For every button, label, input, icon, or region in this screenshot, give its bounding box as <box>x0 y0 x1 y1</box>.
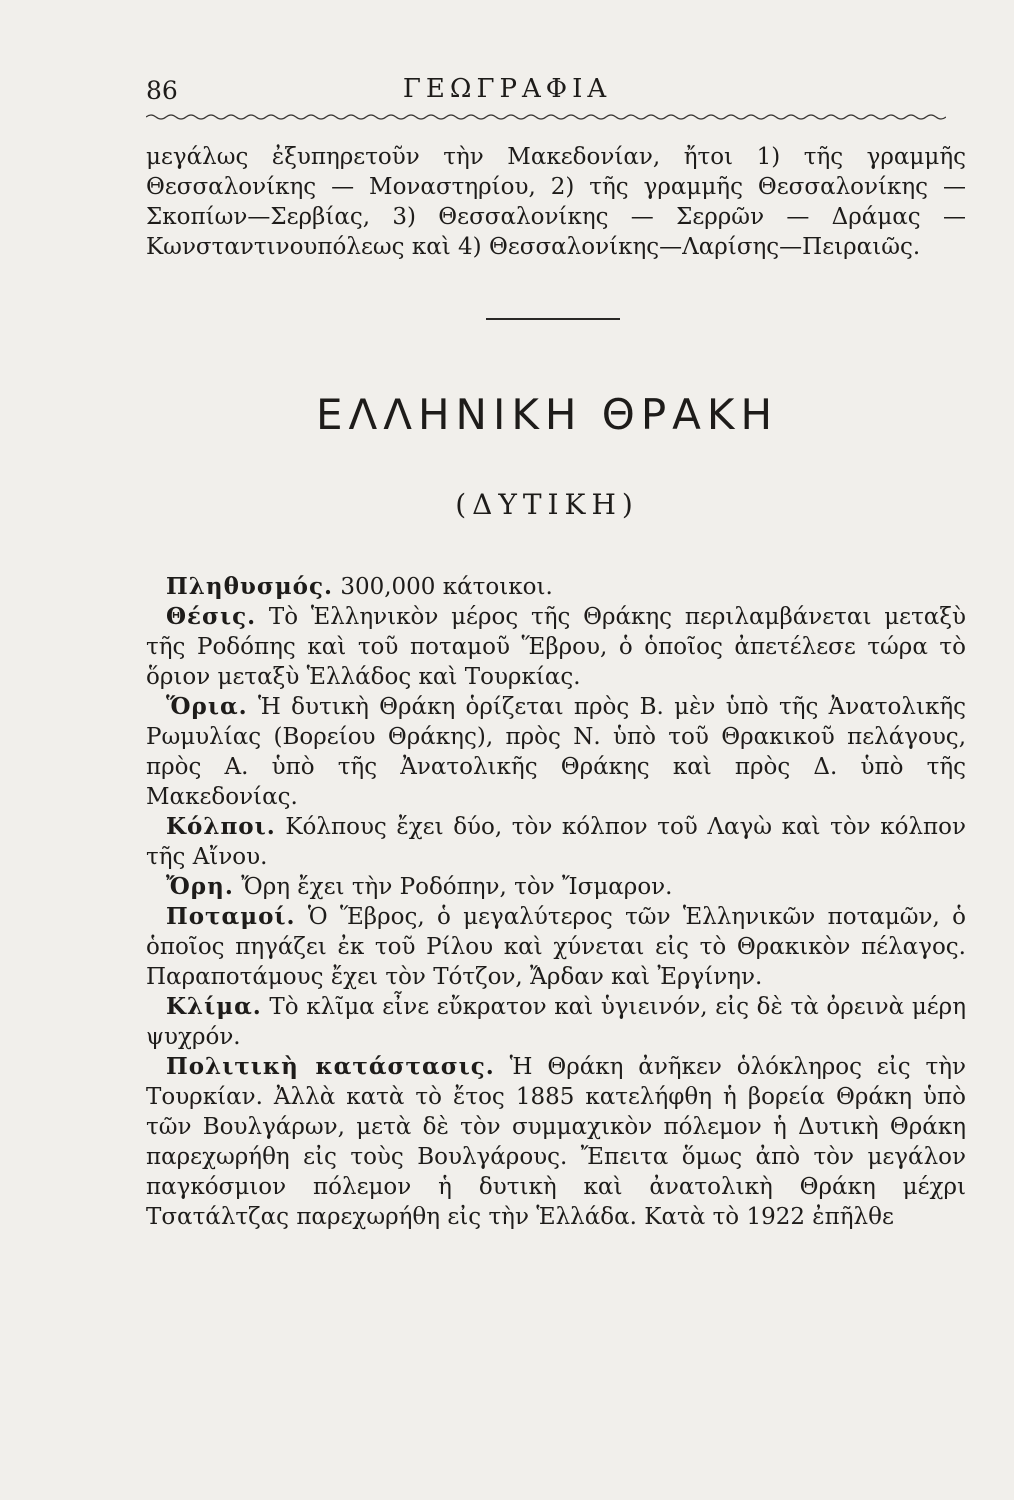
section-climate <box>146 992 966 1052</box>
intro-text: μεγάλως ἐξυπηρετοῦν τὴν Μακεδονίαν, ἤτοι 1) τῆς γραμμῆς Θεσσαλονίκης — Μοναστηρίου, 2) τῆς γραμμῆς Θεσσαλονίκης — Σκοπίων—Σερβίας, 3) Θεσσαλονίκης — Σερρῶν — Δράμας — Κωνσταντινουπόλεως καὶ 4) Θεσσαλονίκης—Λαρίσης—Πειραιῶς. <box>146 144 966 260</box>
section-label: Ὅρια. <box>166 693 248 720</box>
section-population <box>146 572 966 602</box>
section-label: Ὄρη. <box>166 873 234 900</box>
running-title: ΓΕΩΓΡΑΦΙΑ <box>402 74 612 104</box>
section-text: Τὸ Ἑλληνικὸν μέρος τῆς Θράκης περιλαμβάνεται μεταξὺ τῆς Ροδόπης καὶ τοῦ ποταμοῦ Ἕβρου, ὁ ὁποῖος ἀπετέλεσε τώρα τὸ ὅριον μεταξὺ Ἑλλάδος καὶ Τουρκίας. <box>146 604 966 690</box>
page-number: 86 <box>146 76 178 105</box>
section-gulfs <box>146 812 966 872</box>
section-label: Πληθυσμός. <box>166 573 334 600</box>
section-text: Ὁ Ἕβρος, ὁ μεγαλύτερος τῶν Ἑλληνικῶν ποταμῶν, ὁ ὁποῖος πηγάζει ἐκ τοῦ Ρίλου καὶ χύνεται εἰς τὸ Θρακικὸν πέλαγος. Παραποτάμους ἔχει τὸν Τότζον, Ἄρδαν καὶ Ἐργίνην. <box>146 904 966 990</box>
chapter-subtitle: (ΔΥΤΙΚΗ) <box>455 488 639 521</box>
section-text: Ἡ Θράκη ἀνῆκεν ὁλόκληρος εἰς τὴν Τουρκίαν. Ἀλλὰ κατὰ τὸ ἔτος 1885 κατελήφθη ἡ βορεία Θράκη ὑπὸ τῶν Βουλγάρων, μετὰ δὲ τὸν συμμαχικὸν πόλεμον ἡ Δυτικὴ Θράκη παρεχωρήθη εἰς τοὺς Βουλγάρους. Ἔπειτα ὅμως ἀπὸ τὸν μεγάλον παγκόσμιον πόλεμον ἡ δυτικὴ καὶ ἀνατολικὴ Θράκη μέχρι Τσατάλτζας παρεχωρήθη εἰς τὴν Ἑλλάδα. Κατὰ τὸ 1922 ἐπῆλθε <box>146 1054 966 1230</box>
section-label: Κλίμα. <box>166 993 262 1020</box>
section-borders <box>146 692 966 812</box>
section-mountains <box>146 872 966 902</box>
section-text: Ἡ δυτικὴ Θράκη ὁρίζεται πρὸς Β. μὲν ὑπὸ τῆς Ἀνατολικῆς Ρωμυλίας (Βορείου Θράκης), πρὸς Ν. ὑπὸ τοῦ Θρακικοῦ πελάγους, πρὸς Α. ὑπὸ τῆς Ἀνατολικῆς Θράκης καὶ πρὸς Δ. ὑπὸ τῆς Μακεδονίας. <box>146 694 967 810</box>
section-label: Θέσις. <box>166 603 257 630</box>
section-text: 300,000 κάτοικοι. <box>340 574 553 600</box>
intro-paragraph <box>146 142 966 262</box>
section-label: Ποταμοί. <box>166 903 296 930</box>
section-label: Κόλποι. <box>166 813 276 840</box>
section-political-status <box>146 1052 966 1232</box>
section-list <box>146 572 966 1232</box>
section-text: Ὄρη ἔχει τὴν Ροδόπην, τὸν Ἴσμαρον. <box>241 874 673 900</box>
section-text: Τὸ κλῖμα εἶνε εὔκρατον καὶ ὑγιεινόν, εἰς δὲ τὰ ὀρεινὰ μέρη ψυχρόν. <box>146 994 966 1050</box>
section-rivers <box>146 902 966 992</box>
chapter-title: ΕΛΛΗΝΙΚΗ ΘΡΑΚΗ <box>315 390 779 439</box>
header-wavy-rule <box>146 112 946 122</box>
section-divider <box>486 318 620 320</box>
section-position <box>146 602 966 692</box>
section-text: Κόλπους ἔχει δύο, τὸν κόλπον τοῦ Λαγὼ καὶ τὸν κόλπον τῆς Αἴνου. <box>146 814 966 870</box>
section-label: Πολιτικὴ κατάστασις. <box>166 1053 495 1080</box>
